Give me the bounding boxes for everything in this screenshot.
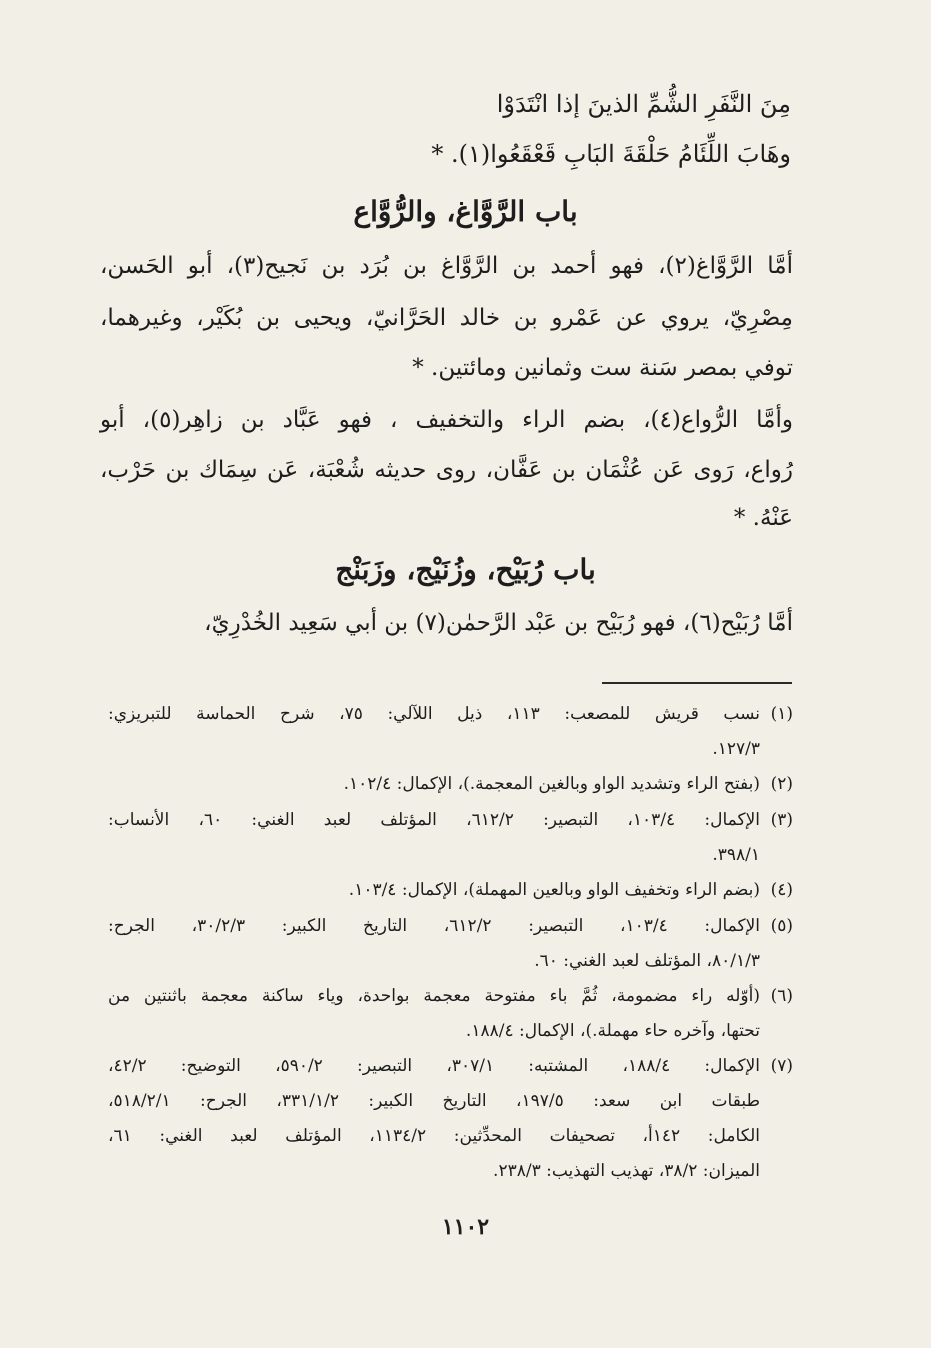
page-number: ١١٠٢ [441,1214,490,1240]
footnote-line: الكامل: ١٤٢أ، تصحيفات المحدِّثين: ١١٣٤/٢، المؤتلف لعبد الغني: ٦١، [108,1126,760,1146]
footnote-number: (٣) [770,810,793,830]
footnote-5 [108,909,793,979]
footnote-number: (٦) [770,986,793,1006]
body-line: وأمَّا الرُّواع(٤)، بضم الراء والتخفيف ، فهو عَبَّاد بن زاهِر(٥)، أبو [100,407,793,433]
footnote-6 [108,979,793,1049]
footnote-line: (بفتح الراء وتشديد الواو وبالغين المعجمة.)، الإكمال: ١٠٢/٤. [343,774,760,794]
section-heading-rawwagh: باب الرَّوَّاغ، والرُّوَّاع [353,195,578,228]
footnote-7 [108,1049,793,1189]
section-heading-rubayh: باب رُبَيْح، وزُنَيْج، وزَبَنْج [335,553,596,586]
footnote-separator [602,682,792,684]
body-line: أمَّا رُبَيْح(٦)، فهو رُبَيْح بن عَبْد الرَّحمٰن(٧) بن أبي سَعِيد الخُدْرِيّ، [204,610,793,636]
footnote-line: ١٢٧/٣. [712,739,760,759]
footnote-line: طبقات ابن سعد: ١٩٧/٥، التاريخ الكبير: ٣٣١/١/٢، الجرح: ٥١٨/٢/١، [108,1091,760,1111]
footnote-line: نسب قريش للمصعب: ١١٣، ذيل اللآلي: ٧٥، شرح الحماسة للتبريزي: [108,704,760,724]
body-line: عَنْهُ. * [733,505,793,531]
poem-verse-2: وهَابَ اللِّئَامُ حَلْقَةَ البَابِ قَعْقَعُوا(١). * [431,140,791,168]
body-line: توفي بمصر سَنة ست وثمانين ومائتين. * [412,355,793,381]
footnote-4 [108,873,793,908]
footnote-3 [108,803,793,873]
body-line: رُواع، رَوى عَن عُثْمَان بن عَفَّان، روى حديثه شُعْبَة، عَن سِمَاك بن حَرْب، [100,457,793,483]
footnote-line: ٣٩٨/١. [712,845,760,865]
footnote-2 [108,767,793,802]
footnote-line: (أوّله راء مضمومة، ثُمَّ باء مفتوحة معجمة بواحدة، وياء ساكنة معجمة باثنتين من [108,986,760,1006]
footnote-line: (بضم الراء وتخفيف الواو وبالعين المهملة)، الإكمال: ١٠٣/٤. [348,880,760,900]
footnote-number: (١) [770,704,793,724]
footnote-number: (٤) [770,880,793,900]
footnote-line: الإكمال: ١٠٣/٤، التبصير: ٦١٢/٢، التاريخ الكبير: ٣٠/٢/٣، الجرح: [108,916,760,936]
footnote-1 [108,697,793,767]
poem-verse-1: مِنَ النَّفَرِ الشُّمِّ الذينَ إذا انْتَدَوْا [496,90,791,118]
footnote-number: (٥) [770,916,793,936]
footnote-line: الإكمال: ١٠٣/٤، التبصير: ٦١٢/٢، المؤتلف لعبد الغني: ٦٠، الأنساب: [108,810,761,830]
body-line: أمَّا الرَّوَّاغ(٢)، فهو أحمد بن الرَّوَّاغ بن بُرَد بن نَجيح(٣)، أبو الحَسن، [100,253,793,279]
footnote-line: الميزان: ٣٨/٢، تهذيب التهذيب: ٢٣٨/٣. [493,1161,760,1181]
footnote-number: (٢) [770,774,793,794]
footnote-line: الإكمال: ١٨٨/٤، المشتبه: ٣٠٧/١، التبصير: ٥٩٠/٢، التوضيح: ٤٢/٢، [108,1056,760,1076]
footnote-number: (٧) [770,1056,793,1076]
footnote-line: تحتها، وآخره حاء مهملة.)، الإكمال: ١٨٨/٤. [465,1021,760,1041]
footnote-line: ٨٠/١/٣، المؤتلف لعبد الغني: ٦٠. [534,951,760,971]
body-line: مِصْرِيّ، يروي عن عَمْرو بن خالد الحَرَّانيّ، ويحيى بن بُكَيْر، وغيرهما، [100,305,793,331]
